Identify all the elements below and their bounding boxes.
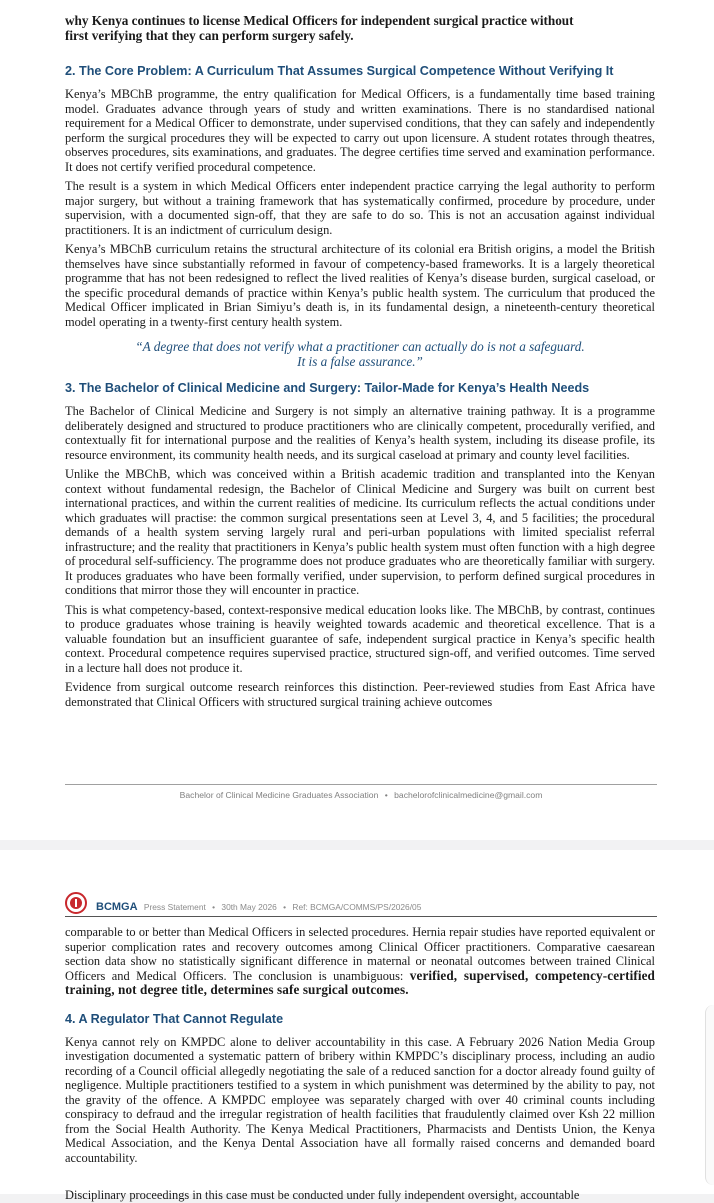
section-4-paragraph-2-partial: Disciplinary proceedings in this case must be conducted under fully independent oversight, accountable (65, 1188, 580, 1202)
footer-separator: • (384, 790, 388, 800)
section-2-paragraph-3: Kenya’s MBChB curriculum retains the structural architecture of its colonial era British origins, a model the British themselves have since substantially reformed in favour of competency-based frameworks. It is a largely theoretical programme that has not been redesigned to reflect the lived realities of Kenya’s disease burden, surgical caseload, or the specific procedural demands of practice within Kenya’s public health system. The curriculum that produced the Medical Officer implicated in Brian Simiyu’s death is, in its fundamental design, a nineteenth-century theoretical model operating in a twenty-first century health system. (65, 242, 655, 329)
section-4-paragraph-1: Kenya cannot rely on KMPDC alone to deliver accountability in this case. A February 2026 Nation Media Group investigation documented a systematic pattern of bribery within KMPDC’s disciplinary process, including an audio recording of a Council official allegedly negotiating the sale of a reduced sanction for a doctor already found guilty of negligence. Multiple practitioners testified to a system in which punishment was determined by the ability to pay, not the gravity of the offence. A KMPDC employee was separately charged with over 40 criminal counts including conspiracy to defraud and the irregular registration of health facilities that fraudulently claimed over Ksh 22 million from the Social Health Authority. The Kenya Medical Practitioners, Pharmacists and Dentists Union, the Kenya Medical Association, and the Kenya Dental Association have all formally raised concerns and demanded board accountability. (65, 1034, 655, 1165)
header-meta (96, 901, 421, 913)
header-separator-2: • (283, 902, 287, 912)
section-2-paragraph-2: The result is a system in which Medical Officers enter independent practice carrying the legal authority to perform major surgery, but without a training framework that has systematically confirmed, procedure by procedure, under supervision, with a documented sign-off, that they are safe to do so. This is not an accusation against individual practitioners. It is an indictment of curriculum design. (65, 179, 655, 237)
section-4-heading: 4. A Regulator That Cannot Regulate (65, 1011, 284, 1026)
header-doc-type: Press Statement (143, 902, 206, 912)
section-3-heading: 3. The Bachelor of Clinical Medicine and Surgery: Tailor-Made for Kenya’s Health Needs (65, 381, 590, 395)
page2-body (65, 925, 655, 1170)
section-3-paragraph-2: Unlike the MBChB, which was conceived within a British academic tradition and transplanted into the Kenyan context without fundamental redesign, the Bachelor of Clinical Medicine and Surgery was built on current best international practices, and within the current realities of medicine. Its curriculum reflects the actual conditions under which graduates will practise: the common surgical presentations seen at Level 3, 4, and 5 facilities; the procedural demands of a health system serving largely rural and peri-urban populations with limited specialist referral infrastructure; and the reality that practitioners in Kenya’s public health system must often function with a high degree of procedural self-sufficiency. The programme does not produce graduates who are theoretically familiar with surgery. It produces graduates who have been formally verified, under supervision, to perform defined surgical procedures in conditions that mirror those they will encounter in practice. (65, 467, 655, 597)
pull-quote-line-1: “A degree that does not verify what a practitioner can actually do is not a safeguard. (135, 339, 585, 354)
header-ref: Ref: BCMGA/COMMS/PS/2026/05 (292, 902, 422, 912)
page1-body (65, 52, 655, 714)
continued-paragraph (65, 925, 655, 998)
section-3-paragraph-3: This is what competency-based, context-responsive medical education looks like. The MBChB, by contrast, continues to produce graduates whose training is heavily weighted towards academic and theoretical excellence. That is a valuable foundation but an insufficient guarantee of safe, independent surgical practice in Kenya’s specific health context. Procedural competence requires supervised practice, structured sign-off, and verified outcomes. Time served in a lecture hall does not produce it. (65, 602, 655, 675)
footer-email[interactable]: bachelorofclinicalmedicine@gmail.com (394, 790, 543, 800)
header-date: 30th May 2026 (221, 902, 277, 912)
header-divider (65, 916, 657, 917)
footer-divider (65, 784, 657, 785)
lead-statement (65, 13, 655, 43)
header-org: BCMGA (96, 901, 138, 913)
header-separator-1: • (212, 902, 216, 912)
section-2-paragraph-1: Kenya’s MBChB programme, the entry qualification for Medical Officers, is a fundamentally time based training model. Graduates advance through years of study and written examinations. There is no standardised national requirement for a Medical Officer to demonstrate, under supervised conditions, that they can safely and independently perform the surgical procedures they will be expected to carry out upon licensure. A student rotates through theatres, observes procedures, sits examinations, and graduates. The degree certifies time served and examination performance. It does not certify verified procedural competence. (65, 87, 655, 174)
section-3-paragraph-4: Evidence from surgical outcome research reinforces this distinction. Peer-reviewed studies from East Africa have demonstrated that Clinical Officers with structured surgical training achieve outcomes (65, 680, 655, 709)
continued-paragraph-text: comparable to or better than Medical Officers in selected procedures. Hernia repair studies have reported equivalent or superior complication rates and recovery outcomes among Clinical Officer practitioners. Comparative caesarean section data show no statistically significant difference in maternal or neonatal outcomes between trained Clinical Officers and Medical Officers. The conclusion is unambiguous: (65, 925, 655, 983)
pull-quote (65, 339, 655, 369)
bcmga-logo-icon (65, 892, 87, 914)
pull-quote-line-2: It is a false assurance.” (297, 354, 423, 369)
section-2-heading: 2. The Core Problem: A Curriculum That Assumes Surgical Competence Without Verifying It (65, 64, 614, 78)
section-3-paragraph-1: The Bachelor of Clinical Medicine and Surgery is not simply an alternative training pathway. It is a programme deliberately designed and structured to produce practitioners who are clinically competent, procedurally verified, and contextually fit for international purpose and the realities of Kenya’s health system, including its disease profile, its resource environment, its community health needs, and its surgical caseload at primary and county level facilities. (65, 404, 655, 462)
page-footer (65, 790, 657, 800)
document-page-2 (0, 850, 714, 1202)
lead-line-1: why Kenya continues to license Medical Officers for independent surgical practice without (65, 13, 574, 28)
conclusion-strong: verified, supervised, competency-certified training, not degree title, determines safe surgical outcomes. (65, 967, 655, 997)
footer-org: Bachelor of Clinical Medicine Graduates Association (179, 790, 379, 800)
scroll-edge-handle[interactable] (705, 1005, 714, 1185)
page-header (65, 892, 657, 920)
lead-line-2: first verifying that they can perform surgery safely. (65, 28, 354, 43)
